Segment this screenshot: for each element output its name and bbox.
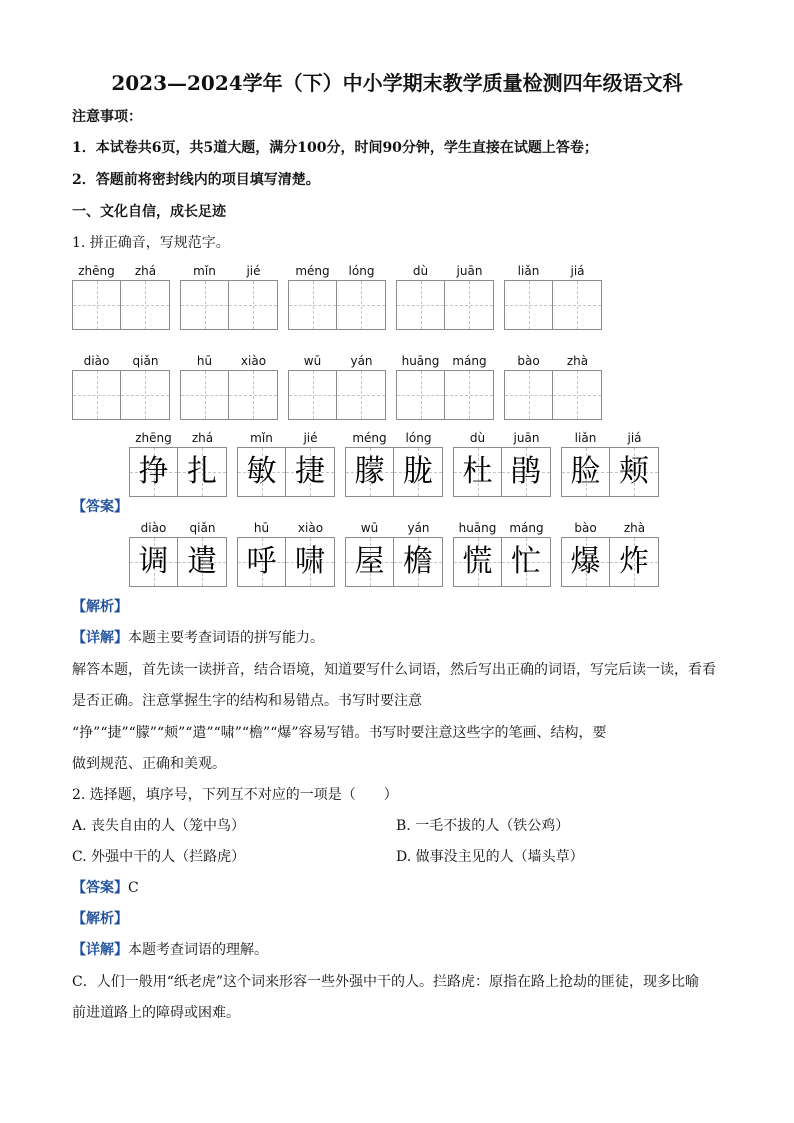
explanation-line: “挣”“捷”“朦”“颊”“遣”“啸”“檐”“爆”容易写错。书写时要注意这些字的笔画、结构，要 xyxy=(72,725,607,741)
pinyin-grid-group xyxy=(396,262,494,330)
answer-cell xyxy=(501,537,551,587)
pinyin: hū xyxy=(196,354,213,368)
pinyin: dù xyxy=(469,431,486,445)
detail-label: 【详解】 xyxy=(72,942,128,958)
answer-cell xyxy=(561,537,610,587)
pinyin: huāng xyxy=(458,521,497,535)
answer-grid-group xyxy=(237,519,335,587)
option-c[interactable]: C. 外强中干的人（拦路虎） xyxy=(72,849,246,865)
answer-character: 捷 xyxy=(295,454,325,489)
answer-character: 炸 xyxy=(619,544,649,579)
answer-cell xyxy=(609,537,659,587)
pinyin: méng xyxy=(295,264,330,278)
answer-character: 胧 xyxy=(403,454,433,489)
question-stem: 2. 选择题，填序号，下列互不对应的一项是（ ） xyxy=(72,787,398,803)
answer-grid-group xyxy=(345,519,443,587)
writing-grid-cell[interactable] xyxy=(504,280,553,330)
writing-grid-cell[interactable] xyxy=(288,370,337,420)
answer-character: 啸 xyxy=(295,544,325,579)
answer-character: 挣 xyxy=(138,454,169,489)
writing-grid-cell[interactable] xyxy=(552,370,602,420)
writing-grid-cell[interactable] xyxy=(180,280,229,330)
pinyin: huāng xyxy=(401,354,440,368)
pinyin: bào xyxy=(574,521,597,535)
explanation-line: 是否正确。注意掌握生字的结构和易错点。书写时要注意 xyxy=(72,693,422,709)
answer-character: 朦 xyxy=(354,454,385,489)
writing-grid-cell[interactable] xyxy=(228,280,278,330)
exam-title: 2023—2024学年（下）中小学期末教学质量检测四年级语文科 xyxy=(111,71,683,95)
writing-grid-cell[interactable] xyxy=(288,280,337,330)
pinyin: jiá xyxy=(627,431,642,445)
analysis-label: 【解析】 xyxy=(72,911,128,927)
pinyin-grid-group xyxy=(504,262,602,330)
pinyin: wū xyxy=(360,521,379,535)
answer-cell xyxy=(177,447,227,497)
writing-grid-cell[interactable] xyxy=(72,370,121,420)
answer-cell xyxy=(453,447,502,497)
pinyin: lóng xyxy=(405,431,432,445)
option-b[interactable]: B. 一毛不拔的人（铁公鸡） xyxy=(396,818,570,834)
writing-grid-cell[interactable] xyxy=(444,370,494,420)
pinyin-grid-group xyxy=(288,352,386,420)
answer-value: C xyxy=(128,880,139,896)
pinyin: zhēng xyxy=(78,264,115,278)
pinyin: diào xyxy=(140,521,167,535)
answer-character: 忙 xyxy=(511,544,541,579)
detail-line xyxy=(72,940,268,960)
answer-character: 敏 xyxy=(246,454,277,489)
pinyin-grid-group xyxy=(288,262,386,330)
answer-cell xyxy=(237,447,286,497)
answer-character: 呼 xyxy=(246,544,277,579)
writing-grid-cell[interactable] xyxy=(72,280,121,330)
writing-grid-cell[interactable] xyxy=(396,280,445,330)
pinyin-grid-group xyxy=(180,352,278,420)
explanation-line: 前进道路上的障碍或困难。 xyxy=(72,1005,240,1021)
answer-grid-group xyxy=(453,429,551,497)
pinyin: diào xyxy=(83,354,110,368)
answer-grid-group xyxy=(129,519,227,587)
answer-cell xyxy=(345,537,394,587)
option-d[interactable]: D. 做事没主见的人（墙头草） xyxy=(396,849,584,865)
answer-cell xyxy=(177,537,227,587)
detail-line xyxy=(72,628,324,648)
answer-cell xyxy=(285,537,335,587)
answer-character: 爆 xyxy=(570,544,601,579)
answer-grid-group xyxy=(345,429,443,497)
pinyin: dù xyxy=(412,264,429,278)
answer-character: 慌 xyxy=(462,544,493,579)
explanation-line: 做到规范、正确和美观。 xyxy=(72,756,226,772)
pinyin: hū xyxy=(253,521,270,535)
detail-text: 本题主要考查词语的拼写能力。 xyxy=(128,630,324,646)
answer-cell xyxy=(501,447,551,497)
explanation-line: 解答本题，首先读一读拼音，结合语境，知道要写什么词语，然后写出正确的词语，写完后读一读，看看 xyxy=(72,662,716,678)
answer-character: 杜 xyxy=(462,454,493,489)
answer-cell xyxy=(393,537,443,587)
answer-label: 【答案】 xyxy=(72,880,128,896)
answer-grid-group xyxy=(129,429,227,497)
notice-item: 1．本试卷共6页，共5道大题，满分100分，时间90分钟，学生直接在试题上答卷； xyxy=(72,140,598,156)
writing-grid-cell[interactable] xyxy=(120,280,170,330)
pinyin-grid-group xyxy=(72,352,170,420)
pinyin: zhà xyxy=(566,354,589,368)
answer-line xyxy=(72,878,139,898)
answer-character: 遣 xyxy=(187,544,217,579)
answer-grid-group xyxy=(561,429,659,497)
pinyin: jiá xyxy=(570,264,585,278)
pinyin: xiào xyxy=(240,354,267,368)
answer-grid-group xyxy=(237,429,335,497)
pinyin: liǎn xyxy=(574,431,597,445)
detail-label: 【详解】 xyxy=(72,630,128,646)
answer-cell xyxy=(129,447,178,497)
pinyin: juān xyxy=(456,264,483,278)
pinyin: wū xyxy=(303,354,322,368)
answer-character: 扎 xyxy=(187,454,217,489)
writing-grid-cell[interactable] xyxy=(228,370,278,420)
answer-character: 屋 xyxy=(354,544,385,579)
writing-grid-cell[interactable] xyxy=(180,370,229,420)
pinyin: liǎn xyxy=(517,264,540,278)
pinyin: xiào xyxy=(297,521,324,535)
answer-character: 调 xyxy=(138,544,169,579)
pinyin-grid-group xyxy=(180,262,278,330)
pinyin: máng xyxy=(509,521,544,535)
pinyin: máng xyxy=(452,354,487,368)
analysis-label: 【解析】 xyxy=(72,599,128,615)
answer-cell xyxy=(129,537,178,587)
answer-label: 【答案】 xyxy=(72,499,128,515)
answer-character: 脸 xyxy=(570,454,601,489)
pinyin-grid-group xyxy=(504,352,602,420)
writing-grid-cell[interactable] xyxy=(120,370,170,420)
answer-cell xyxy=(453,537,502,587)
answer-cell xyxy=(285,447,335,497)
answer-grid-group xyxy=(453,519,551,587)
answer-cell xyxy=(561,447,610,497)
writing-grid-cell[interactable] xyxy=(396,370,445,420)
pinyin: jié xyxy=(303,431,318,445)
explanation-line: C．人们一般用“纸老虎”这个词来形容一些外强中干的人。拦路虎：原指在路上抢劫的匪徒，现多比喻 xyxy=(72,974,700,990)
detail-text: 本题考查词语的理解。 xyxy=(128,942,268,958)
pinyin: zhà xyxy=(623,521,646,535)
notice-heading: 注意事项： xyxy=(72,109,142,125)
writing-grid-cell[interactable] xyxy=(504,370,553,420)
answer-cell xyxy=(345,447,394,497)
pinyin-grid-group xyxy=(396,352,494,420)
answer-character: 檐 xyxy=(403,544,433,579)
pinyin-grid-group xyxy=(72,262,170,330)
pinyin: méng xyxy=(352,431,387,445)
writing-grid-cell[interactable] xyxy=(444,280,494,330)
pinyin: yán xyxy=(350,354,373,368)
notice-item: 2．答题前将密封线内的项目填写清楚。 xyxy=(72,172,320,188)
pinyin: mǐn xyxy=(193,264,216,278)
answer-cell xyxy=(609,447,659,497)
pinyin: jié xyxy=(246,264,261,278)
pinyin: zhēng xyxy=(135,431,172,445)
writing-grid-cell[interactable] xyxy=(552,280,602,330)
answer-cell xyxy=(237,537,286,587)
question-stem: 1. 拼正确音，写规范字。 xyxy=(72,235,230,251)
pinyin: qiǎn xyxy=(189,521,216,535)
answer-grid-group xyxy=(561,519,659,587)
section-heading: 一、文化自信，成长足迹 xyxy=(72,204,226,220)
writing-grid-cell[interactable] xyxy=(336,280,386,330)
pinyin: mǐn xyxy=(250,431,273,445)
answer-character: 颊 xyxy=(619,454,649,489)
pinyin: yán xyxy=(407,521,430,535)
option-a[interactable]: A. 丧失自由的人（笼中鸟） xyxy=(72,818,246,834)
answer-cell xyxy=(393,447,443,497)
pinyin: zhá xyxy=(191,431,214,445)
pinyin: juān xyxy=(513,431,540,445)
pinyin: bào xyxy=(517,354,540,368)
writing-grid-cell[interactable] xyxy=(336,370,386,420)
pinyin: qiǎn xyxy=(132,354,159,368)
pinyin: zhá xyxy=(134,264,157,278)
pinyin: lóng xyxy=(348,264,375,278)
answer-character: 鹃 xyxy=(511,454,541,489)
